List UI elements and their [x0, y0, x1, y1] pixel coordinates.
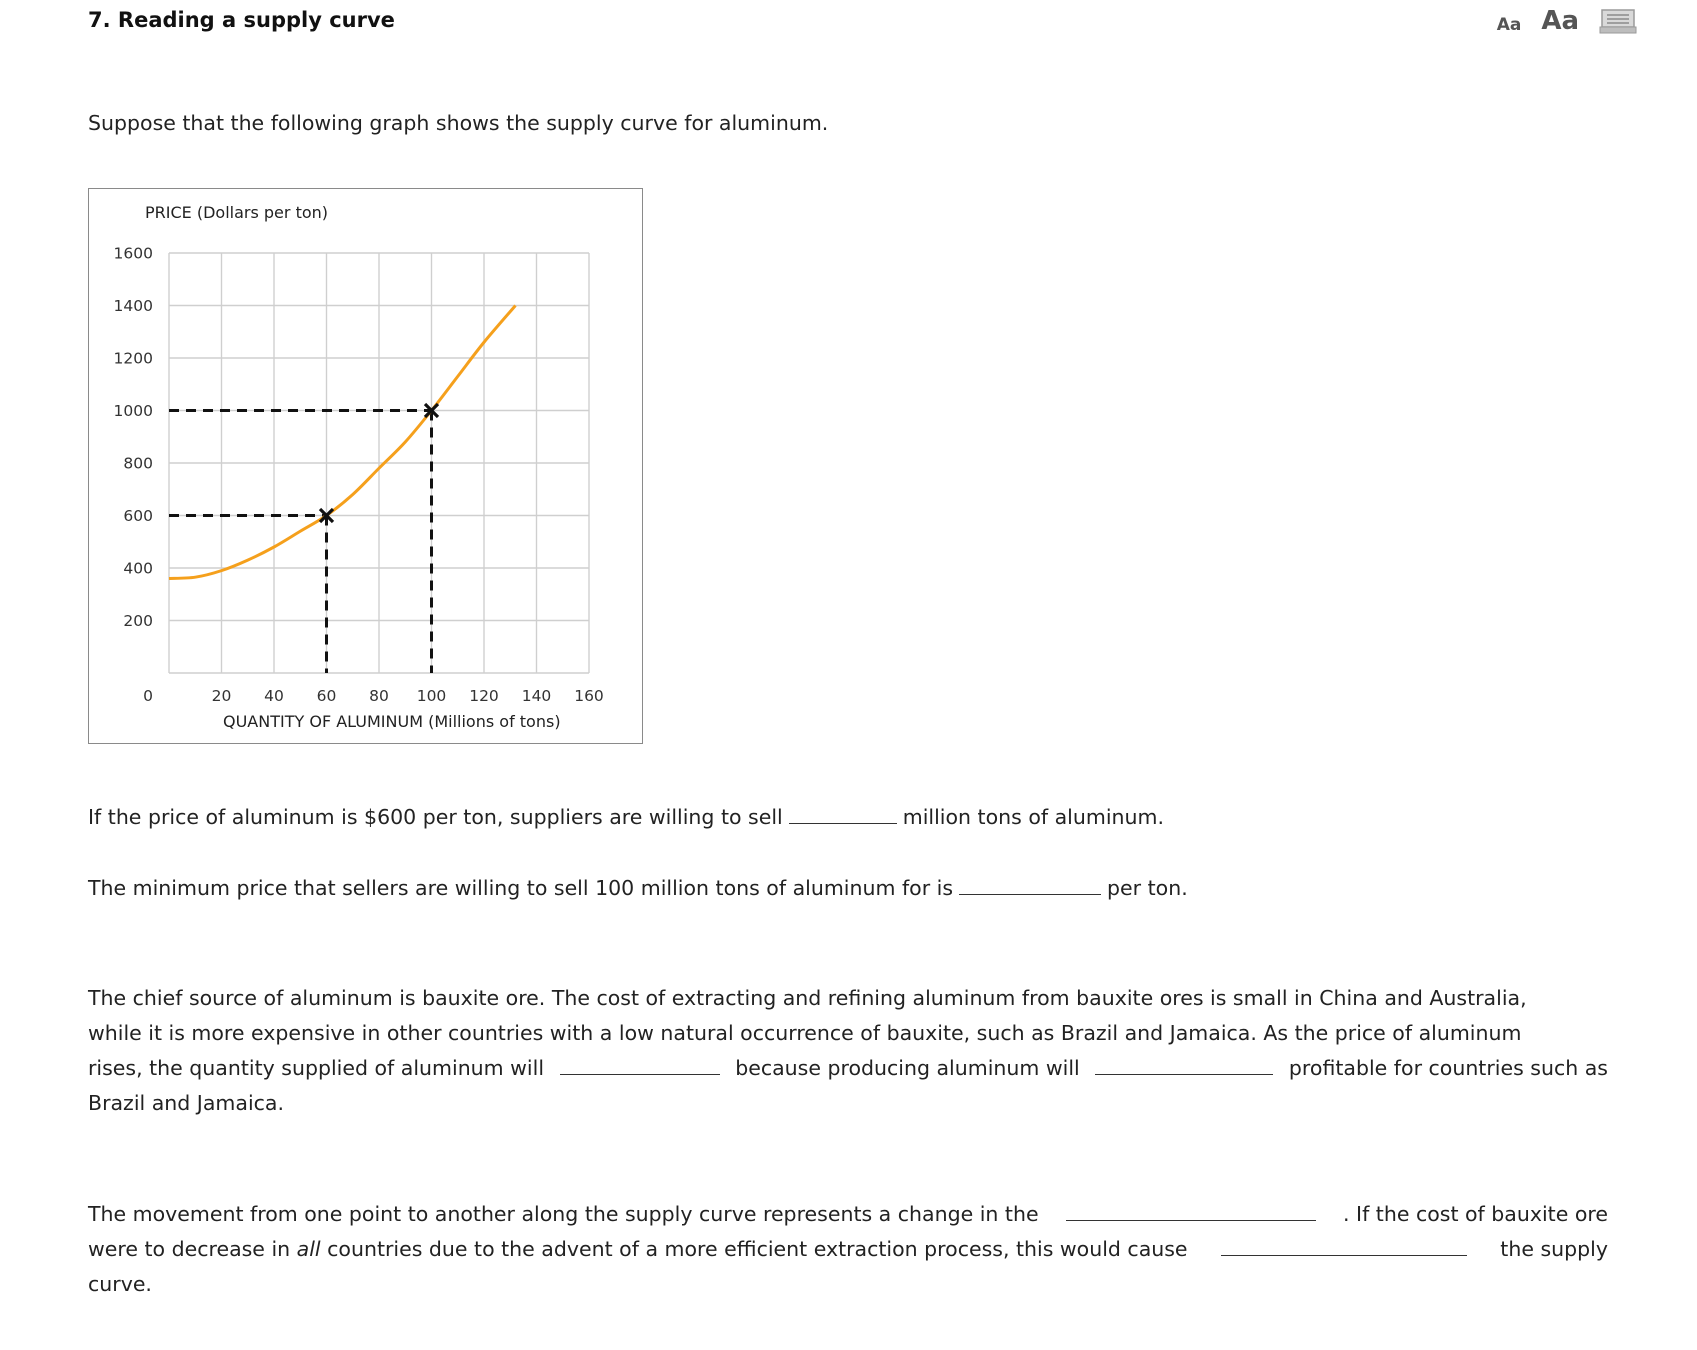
q4-text-b: . If the cost of bauxite ore [1342, 1202, 1608, 1226]
q1-text-after: million tons of aluminum. [902, 805, 1164, 829]
q4-text-e: the supply [1500, 1237, 1608, 1261]
x-tick-label: 140 [521, 687, 552, 705]
q4-change-type-blank[interactable] [1066, 1198, 1316, 1221]
q4-text-c: were to decrease in [88, 1237, 297, 1261]
x-tick-label: 40 [264, 687, 284, 705]
font-size-small-button[interactable]: Aa [1496, 15, 1522, 35]
supply-graph [88, 188, 643, 744]
q4-emphasis: all [296, 1237, 321, 1261]
question-4 [88, 1197, 1608, 1302]
q3-text-c: profitable for countries such as [1288, 1056, 1608, 1080]
font-size-large-button[interactable]: Aa [1541, 6, 1579, 36]
y-tick-label: 200 [123, 612, 153, 630]
x-tick-label: 20 [211, 687, 232, 705]
y-tick-label: 1600 [113, 244, 153, 263]
q4-shift-direction-blank[interactable] [1221, 1233, 1467, 1256]
x-tick-label: 60 [316, 687, 337, 705]
y-tick-label: 800 [123, 454, 153, 473]
q3-line-4: Brazil and Jamaica. [88, 1091, 284, 1115]
x-axis-title: QUANTITY OF ALUMINUM (Millions of tons) [223, 712, 561, 731]
toolbar [1497, 6, 1637, 36]
q2-text-before: The minimum price that sellers are willing to sell 100 million tons of aluminum for is [88, 876, 954, 900]
y-tick-label: 0 [143, 687, 153, 705]
q3-line-1: The chief source of aluminum is bauxite ore. The cost of extracting and refining aluminum from bauxite ores is small in China and Australia, [88, 986, 1527, 1010]
q3-text-b: because producing aluminum will [735, 1056, 1080, 1080]
q3-profitability-blank[interactable] [1095, 1052, 1273, 1075]
y-tick-label: 1400 [113, 297, 153, 315]
q3-line-2: while it is more expensive in other countries with a low natural occurrence of bauxite, such as Brazil and Jamaica. As the price of aluminum [88, 1021, 1522, 1045]
x-tick-label: 120 [469, 687, 499, 705]
question-2 [88, 871, 1188, 906]
q2-price-blank[interactable] [959, 872, 1101, 895]
y-axis-title: PRICE (Dollars per ton) [145, 203, 329, 222]
question-1 [88, 800, 1164, 835]
q1-text-before: If the price of aluminum is $600 per ton, suppliers are willing to sell [88, 805, 783, 829]
q3-quantity-change-blank[interactable] [560, 1052, 720, 1075]
q2-text-after: per ton. [1107, 876, 1188, 900]
q1-quantity-blank[interactable] [789, 801, 897, 824]
print-icon[interactable] [1599, 7, 1637, 35]
y-tick-label: 600 [123, 507, 153, 525]
x-tick-label: 100 [416, 687, 447, 705]
x-tick-label: 80 [369, 687, 389, 705]
question-title: 7. Reading a supply curve [88, 8, 395, 32]
q4-text-a: The movement from one point to another along the supply curve represents a change in the [88, 1202, 1039, 1226]
intro-text: Suppose that the following graph shows the supply curve for aluminum. [88, 111, 829, 135]
y-tick-label: 1000 [113, 402, 153, 420]
q4-text-d: countries due to the advent of a more efficient extraction process, this would cause [320, 1237, 1188, 1261]
y-tick-label: 1200 [113, 349, 153, 368]
x-tick-label: 160 [574, 687, 604, 705]
question-3 [88, 981, 1608, 1121]
q3-text-a: rises, the quantity supplied of aluminum will [88, 1056, 545, 1080]
q4-line-3: curve. [88, 1272, 152, 1296]
supply-chart [89, 189, 644, 745]
y-tick-label: 400 [123, 559, 153, 578]
